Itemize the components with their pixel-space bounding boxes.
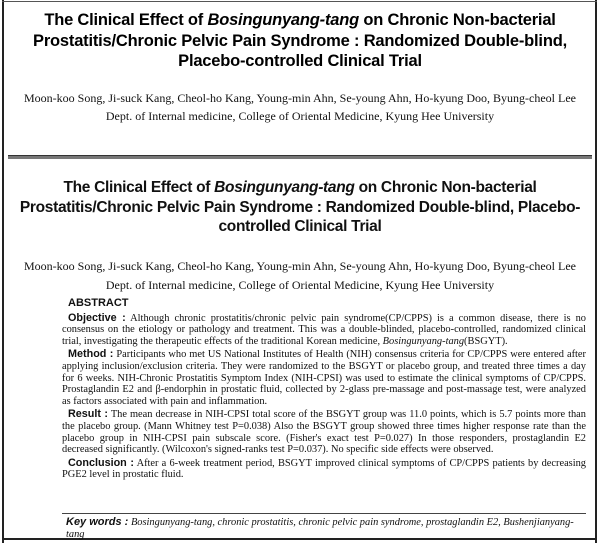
abstract-method: Method : Participants who met US National Institutes of Health (NIH) consensus criteria for CP/CPPS were entered after applying inclusion/exclusion criteria. They were randomized to the BSGYT or placebo group, and treated three times a day for 6 weeks. NIH-Chronic Prostatitis Symptom Index (NIH-CPSI) was used to estimate the clinical symptoms of CP/CPPS. Prostaglandin E2 and β-endorphin in prostatic fluid, collected by 2-glass pre-massage and post-massage test, were analyzed as factors associated with pain and inflammation.: [62, 348, 586, 407]
article-title: The Clinical Effect of Bosingunyang-tang on Chronic Non-bacterial Prostatitis/Chronic Pelvic Pain Syndrome : Randomized Double-blind, Placebo-controlled Clinical Trial: [19, 179, 581, 235]
page-border-left: [2, 0, 4, 543]
header-title: The Clinical Effect of Bosingunyang-tang on Chronic Non-bacterial Prostatitis/Chronic Pelvic Pain Syndrome : Randomized Double-blind, Placebo-controlled Clinical Trial: [33, 11, 567, 70]
article-affiliation: Dept. of Internal medicine, College of Oriental Medicine, Kyung Hee University: [105, 277, 495, 292]
page-border-right: [595, 0, 597, 543]
header-block: [14, 10, 586, 124]
article-header: [14, 178, 586, 293]
abstract-heading: ABSTRACT: [68, 297, 129, 309]
header-authors: Moon-koo Song, Ji-suck Kang, Cheol-ho Kang, Young-min Ahn, Se-young Ahn, Ho-kyung Doo, Byung-cheol Lee: [24, 90, 576, 105]
result-label: Result :: [68, 408, 108, 421]
objective-label: Objective :: [68, 311, 126, 324]
abstract-objective: Objective : Although chronic prostatitis/chronic pelvic pain syndrome(CP/CPPS) is a common disease, there is no consensus on the etiology or pathology and treatment. This was a double-blinded, placebo-controlled, randomized clinical trial, investigating the therapeutic effects of the traditional Korean medicine, Bosingunyang-tang(BSGYT).: [62, 311, 586, 347]
page-border-top: [2, 1, 597, 2]
abstract: [62, 298, 586, 483]
keywords-rule: [62, 513, 586, 514]
conclusion-label: Conclusion :: [68, 456, 134, 469]
keywords: [66, 516, 586, 541]
method-label: Method :: [68, 348, 114, 361]
keywords-label: Key words :: [66, 516, 129, 528]
article-authors: Moon-koo Song, Ji-suck Kang, Cheol-ho Kang, Young-min Ahn, Se-young Ahn, Ho-kyung Doo, Byung-cheol Lee: [24, 258, 576, 273]
keywords-text: Bosingunyang-tang, chronic prostatitis, chronic pelvic pain syndrome, prostaglandin E2, Bushenjianyang-tang: [66, 517, 574, 540]
abstract-conclusion: Conclusion : After a 6-week treatment period, BSGYT improved clinical symptoms of CP/CPPS patients by decreasing PGE2 level in prostatic fluid.: [62, 456, 586, 481]
section-divider: [8, 155, 592, 159]
header-affiliation: Dept. of Internal medicine, College of Oriental Medicine, Kyung Hee University: [105, 108, 495, 123]
abstract-result: Result : The mean decrease in NIH-CPSI total score of the BSGYT group was 11.0 points, which is 5.7 points more than the placebo group. (Mann Whitney test P=0.038) Also the BSGYT group showed three times higher response rate than the placebo group in NIH-CPSI pain subscale score. (Fisher's exact test P=0.027) In those responders, prostaglandin E2 decreased significantly. (Wilcoxon's signed-ranks test P=0.037). No specific side effects were observed.: [62, 408, 586, 456]
